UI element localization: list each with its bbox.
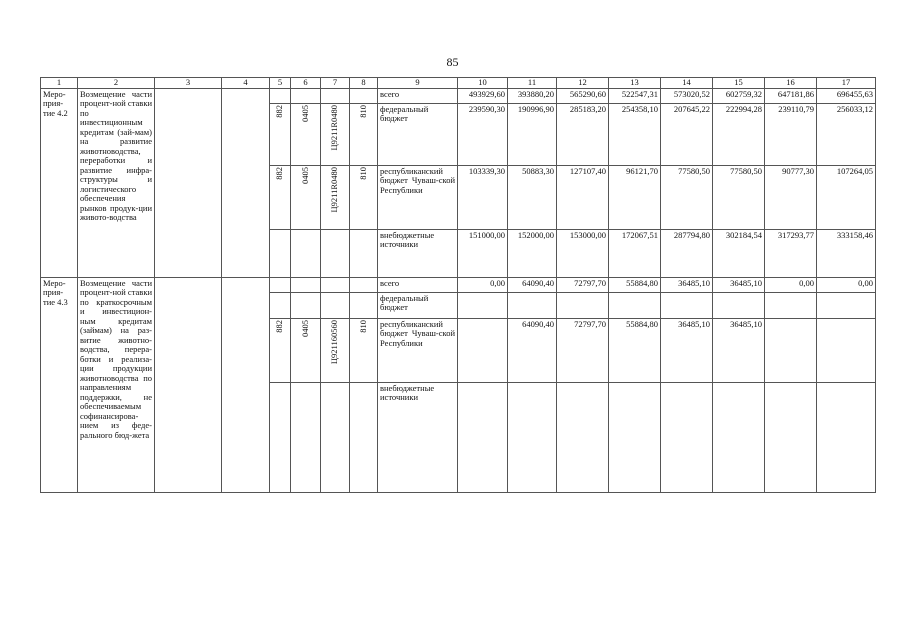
col-4-empty — [222, 88, 270, 277]
amount-col-13: 55884,80 — [609, 318, 661, 382]
funding-source: республиканский бюджет Чуваш-ской Республики — [378, 318, 458, 382]
amount-col-14: 36485,10 — [661, 318, 713, 382]
amount-col-12: 72797,70 — [557, 277, 609, 292]
code-grbs — [270, 382, 291, 492]
amount-col-16: 90777,30 — [765, 165, 817, 229]
code-vr-text: 810 — [357, 104, 368, 118]
amount-col-11: 64090,40 — [508, 277, 557, 292]
code-vr — [350, 88, 378, 103]
code-vr — [350, 292, 378, 318]
amount-col-17: 256033,12 — [817, 103, 876, 165]
funding-source: всего — [378, 277, 458, 292]
amount-col-15: 222994,28 — [713, 103, 765, 165]
page-number: 85 — [446, 55, 459, 69]
header-col-13: 13 — [609, 78, 661, 89]
code-grbs — [270, 277, 291, 292]
funding-source: всего — [378, 88, 458, 103]
funding-source: федеральный бюджет — [378, 103, 458, 165]
funding-source: федеральный бюджет — [378, 292, 458, 318]
code-vr — [350, 103, 378, 165]
amount-col-15 — [713, 382, 765, 492]
header-col-10: 10 — [458, 78, 508, 89]
amount-col-16: 647181,86 — [765, 88, 817, 103]
header-col-7: 7 — [321, 78, 350, 89]
amount-col-16 — [765, 292, 817, 318]
amount-col-13: 55884,80 — [609, 277, 661, 292]
header-col-1: 1 — [41, 78, 78, 89]
measure-description: Возмещение части процент-ной ставки по инвестиционным кредитам (зай-мам) на развитие животноводства, переработки и развитие инфра-структуры и логистического обеспечения рынков продук-ции живото-водства — [78, 88, 155, 277]
code-grbs — [270, 88, 291, 103]
amount-col-14 — [661, 382, 713, 492]
amount-col-15: 77580,50 — [713, 165, 765, 229]
amount-col-10 — [458, 292, 508, 318]
code-rz — [291, 292, 321, 318]
amount-col-10 — [458, 382, 508, 492]
amount-col-11: 64090,40 — [508, 318, 557, 382]
amount-col-12: 127107,40 — [557, 165, 609, 229]
amount-col-11: 50883,30 — [508, 165, 557, 229]
code-grbs — [270, 229, 291, 277]
amount-col-16: 0,00 — [765, 277, 817, 292]
header-col-17: 17 — [817, 78, 876, 89]
code-grbs — [270, 165, 291, 229]
amount-col-17: 333158,46 — [817, 229, 876, 277]
header-col-5: 5 — [270, 78, 291, 89]
code-rz — [291, 165, 321, 229]
amount-col-10 — [458, 318, 508, 382]
amount-col-15: 36485,10 — [713, 277, 765, 292]
amount-col-14: 287794,80 — [661, 229, 713, 277]
amount-col-15: 36485,10 — [713, 318, 765, 382]
code-grbs — [270, 292, 291, 318]
amount-col-12 — [557, 382, 609, 492]
amount-col-11 — [508, 382, 557, 492]
amount-col-11 — [508, 292, 557, 318]
amount-col-16: 239110,79 — [765, 103, 817, 165]
code-grbs-text: 882 — [274, 104, 285, 118]
amount-col-14 — [661, 292, 713, 318]
code-csr-text: Ц9211R0480 — [329, 166, 340, 213]
header-col-9: 9 — [378, 78, 458, 89]
amount-col-12: 565290,60 — [557, 88, 609, 103]
measure-1-row-1 — [41, 88, 876, 103]
header-col-3: 3 — [155, 78, 222, 89]
header-col-15: 15 — [713, 78, 765, 89]
amount-col-17: 107264,05 — [817, 165, 876, 229]
code-grbs — [270, 103, 291, 165]
code-csr — [321, 292, 350, 318]
code-vr — [350, 165, 378, 229]
amount-col-10: 493929,60 — [458, 88, 508, 103]
measure-2-row-1 — [41, 277, 876, 292]
budget-table — [40, 77, 876, 493]
col-3-empty — [155, 277, 222, 492]
code-grbs-text: 882 — [274, 166, 285, 180]
funding-source: внебюджетные источники — [378, 229, 458, 277]
amount-col-16: 317293,77 — [765, 229, 817, 277]
code-rz — [291, 103, 321, 165]
code-rz-text: 0405 — [299, 104, 310, 122]
funding-source: республиканский бюджет Чуваш-ской Республики — [378, 165, 458, 229]
header-col-8: 8 — [350, 78, 378, 89]
header-col-6: 6 — [291, 78, 321, 89]
amount-col-10: 239590,30 — [458, 103, 508, 165]
amount-col-17 — [817, 382, 876, 492]
amount-col-14: 77580,50 — [661, 165, 713, 229]
amount-col-13: 254358,10 — [609, 103, 661, 165]
code-csr — [321, 382, 350, 492]
code-vr-text: 810 — [357, 166, 368, 180]
code-csr-text: Ц9211R0480 — [329, 104, 340, 151]
measure-label: Меро-прия-тие 4.3 — [41, 277, 78, 492]
code-csr — [321, 103, 350, 165]
code-vr — [350, 382, 378, 492]
amount-col-14: 36485,10 — [661, 277, 713, 292]
code-csr — [321, 277, 350, 292]
code-csr — [321, 229, 350, 277]
amount-col-15 — [713, 292, 765, 318]
amount-col-16 — [765, 382, 817, 492]
amount-col-10: 0,00 — [458, 277, 508, 292]
amount-col-13: 522547,31 — [609, 88, 661, 103]
amount-col-11: 393880,20 — [508, 88, 557, 103]
amount-col-15: 602759,32 — [713, 88, 765, 103]
code-vr — [350, 318, 378, 382]
code-vr-text: 810 — [357, 319, 368, 333]
code-csr — [321, 318, 350, 382]
amount-col-13: 96121,70 — [609, 165, 661, 229]
header-col-2: 2 — [78, 78, 155, 89]
amount-col-16 — [765, 318, 817, 382]
header-col-14: 14 — [661, 78, 713, 89]
code-rz-text: 0405 — [299, 166, 310, 184]
amount-col-17 — [817, 292, 876, 318]
col-3-empty — [155, 88, 222, 277]
code-rz — [291, 277, 321, 292]
amount-col-12: 72797,70 — [557, 318, 609, 382]
amount-col-11: 190996,90 — [508, 103, 557, 165]
funding-source: внебюджетные источники — [378, 382, 458, 492]
amount-col-14: 207645,22 — [661, 103, 713, 165]
code-csr — [321, 165, 350, 229]
amount-col-14: 573020,52 — [661, 88, 713, 103]
code-rz-text: 0405 — [299, 319, 310, 337]
code-rz — [291, 88, 321, 103]
amount-col-12 — [557, 292, 609, 318]
measure-label: Меро-прия-тие 4.2 — [41, 88, 78, 277]
code-csr-text: Ц921160560 — [329, 319, 340, 364]
amount-col-17: 696455,63 — [817, 88, 876, 103]
code-rz — [291, 229, 321, 277]
code-grbs-text: 882 — [274, 319, 285, 333]
amount-col-17: 0,00 — [817, 277, 876, 292]
header-col-12: 12 — [557, 78, 609, 89]
amount-col-10: 103339,30 — [458, 165, 508, 229]
header-col-16: 16 — [765, 78, 817, 89]
amount-col-17 — [817, 318, 876, 382]
code-grbs — [270, 318, 291, 382]
code-vr — [350, 229, 378, 277]
col-4-empty — [222, 277, 270, 492]
amount-col-10: 151000,00 — [458, 229, 508, 277]
code-rz — [291, 382, 321, 492]
amount-col-13: 172067,51 — [609, 229, 661, 277]
amount-col-13 — [609, 382, 661, 492]
amount-col-11: 152000,00 — [508, 229, 557, 277]
header-row — [41, 78, 876, 89]
code-rz — [291, 318, 321, 382]
measure-description: Возмещение части процент-ной ставки по краткосрочным и инвестицион-ным кредитам (займам) на раз-витие животно-водства, перера-ботки и реализа-ции продукции животноводства по направлениям поддержки, не обеспечиваемым софинансирова-нием из феде-рального бюд-жета — [78, 277, 155, 492]
header-col-4: 4 — [222, 78, 270, 89]
amount-col-15: 302184,54 — [713, 229, 765, 277]
code-vr — [350, 277, 378, 292]
header-col-11: 11 — [508, 78, 557, 89]
code-csr — [321, 88, 350, 103]
amount-col-12: 153000,00 — [557, 229, 609, 277]
amount-col-13 — [609, 292, 661, 318]
amount-col-12: 285183,20 — [557, 103, 609, 165]
